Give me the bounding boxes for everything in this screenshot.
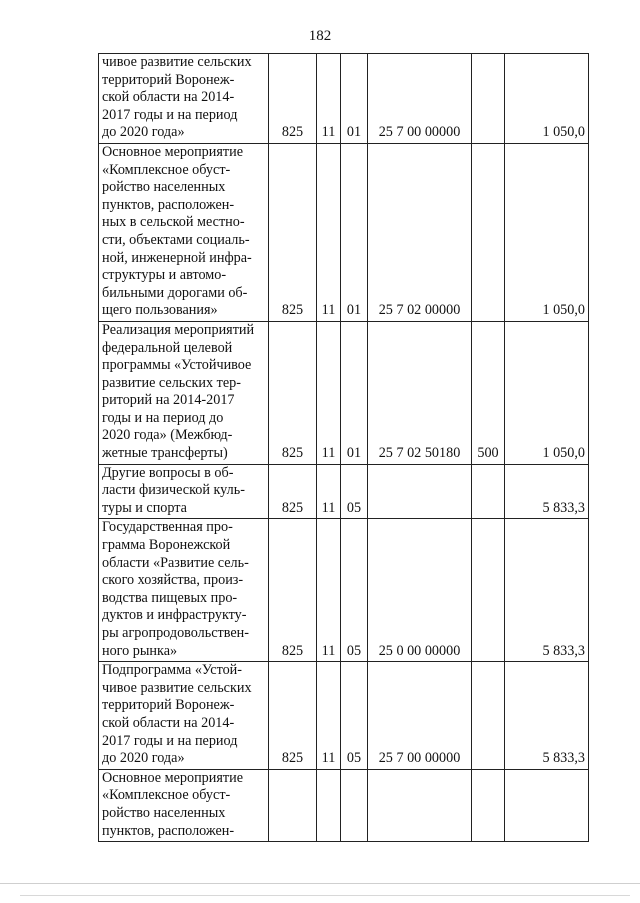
grbs-cell: 825: [269, 54, 317, 144]
expense-type-cell: [472, 662, 505, 770]
description-line: «Комплексное обуст-: [102, 161, 231, 178]
table-body: [99, 54, 589, 842]
subsection-cell: 01: [341, 321, 368, 464]
subsection-cell: 05: [341, 519, 368, 662]
section-cell: 11: [317, 143, 341, 321]
table-row: [99, 464, 589, 519]
description-line: водства пищевых про-: [102, 589, 238, 606]
table-row: [99, 54, 589, 144]
description-line: грамма Воронежской: [102, 537, 231, 554]
scan-edge-line: [0, 883, 640, 884]
description-line: развитие сельских тер-: [102, 374, 241, 391]
description-line: ской области на 2014-: [102, 714, 235, 731]
subsection-cell: 01: [341, 54, 368, 144]
description-line: ных в сельской местно-: [102, 214, 245, 231]
amount-cell: 5 833,3: [505, 662, 589, 770]
amount-cell: 1 050,0: [505, 143, 589, 321]
subsection-cell: 01: [341, 143, 368, 321]
description-line: до 2020 года»: [102, 750, 185, 767]
target-article-cell: 25 7 02 00000: [368, 143, 472, 321]
description-line: дуктов и инфраструкту-: [102, 607, 247, 624]
description-line: пунктов, расположен-: [102, 196, 235, 213]
description-line: Основное мероприятие: [102, 769, 243, 786]
description-cell: [99, 143, 269, 321]
amount-cell: 5 833,3: [505, 519, 589, 662]
description-line: ского хозяйства, произ-: [102, 572, 244, 589]
budget-table: [98, 53, 589, 842]
description-line: 2017 годы и на период: [102, 106, 238, 123]
expense-type-cell: [472, 519, 505, 662]
table-row: [99, 321, 589, 464]
subsection-cell: 05: [341, 662, 368, 770]
expense-type-cell: [472, 54, 505, 144]
section-cell: 11: [317, 54, 341, 144]
description-line: территорий Воронеж-: [102, 697, 235, 714]
description-line: чивое развитие сельских: [102, 679, 252, 696]
table-row: [99, 519, 589, 662]
description-cell: [99, 662, 269, 770]
description-line: структуры и автомо-: [102, 267, 227, 284]
target-article-cell: 25 7 00 00000: [368, 54, 472, 144]
grbs-cell: 825: [269, 662, 317, 770]
description-line: 2017 годы и на период: [102, 732, 238, 749]
amount-cell: 1 050,0: [505, 321, 589, 464]
target-article-cell: 25 7 00 00000: [368, 662, 472, 770]
description-line: Другие вопросы в об-: [102, 464, 234, 481]
section-cell: 11: [317, 464, 341, 519]
description-line: федеральной целевой: [102, 339, 233, 356]
description-line: годы и на период до: [102, 409, 224, 426]
description-cell: [99, 321, 269, 464]
description-cell: [99, 54, 269, 144]
amount-cell: [505, 769, 589, 841]
description-line: ласти физической куль-: [102, 482, 245, 499]
target-article-cell: 25 7 02 50180: [368, 321, 472, 464]
description-line: жетные трансферты): [102, 445, 228, 462]
section-cell: 11: [317, 321, 341, 464]
description-line: «Комплексное обуст-: [102, 787, 231, 804]
description-line: щего пользования»: [102, 302, 218, 319]
description-line: риторий на 2014-2017: [102, 392, 235, 409]
grbs-cell: 825: [269, 143, 317, 321]
target-article-cell: [368, 769, 472, 841]
table-row: [99, 662, 589, 770]
description-line: пунктов, расположен-: [102, 822, 235, 839]
expense-type-cell: [472, 464, 505, 519]
description-line: сти, объектами социаль-: [102, 231, 250, 248]
expense-type-cell: 500: [472, 321, 505, 464]
description-cell: [99, 464, 269, 519]
description-line: 2020 года» (Межбюд-: [102, 427, 233, 444]
description-line: ской области на 2014-: [102, 89, 235, 106]
description-line: Реализация мероприятий: [102, 321, 255, 338]
description-line: чивое развитие сельских: [102, 54, 252, 70]
description-line: ры агропродовольствен-: [102, 625, 249, 641]
section-cell: [317, 769, 341, 841]
description-line: программы «Устойчивое: [102, 357, 252, 374]
grbs-cell: 825: [269, 464, 317, 519]
grbs-cell: 825: [269, 321, 317, 464]
subsection-cell: [341, 769, 368, 841]
description-line: области «Развитие сель-: [102, 554, 249, 571]
section-cell: 11: [317, 662, 341, 770]
page-number: 182: [308, 28, 332, 44]
table-row: [99, 143, 589, 321]
description-line: ройство населенных: [102, 179, 226, 196]
subsection-cell: 05: [341, 464, 368, 519]
grbs-cell: [269, 769, 317, 841]
description-line: ной, инженерной инфра-: [102, 249, 252, 266]
description-line: Основное мероприятие: [102, 143, 243, 160]
grbs-cell: 825: [269, 519, 317, 662]
target-article-cell: [368, 464, 472, 519]
amount-cell: 1 050,0: [505, 54, 589, 144]
table-row: [99, 769, 589, 841]
scan-edge-line-lower: [20, 895, 630, 896]
target-article-cell: 25 0 00 00000: [368, 519, 472, 662]
section-cell: 11: [317, 519, 341, 662]
description-line: территорий Воронеж-: [102, 71, 235, 88]
description-line: ройство населенных: [102, 804, 226, 821]
description-line: бильными дорогами об-: [102, 284, 248, 301]
description-line: Государственная про-: [102, 519, 233, 536]
description-line: Подпрограмма «Устой-: [102, 662, 242, 679]
amount-cell: 5 833,3: [505, 464, 589, 519]
expense-type-cell: [472, 769, 505, 841]
description-cell: [99, 769, 269, 841]
description-line: ного рынка»: [102, 642, 178, 659]
description-line: до 2020 года»: [102, 124, 185, 141]
expense-type-cell: [472, 143, 505, 321]
description-line: туры и спорта: [102, 499, 187, 516]
description-cell: [99, 519, 269, 662]
